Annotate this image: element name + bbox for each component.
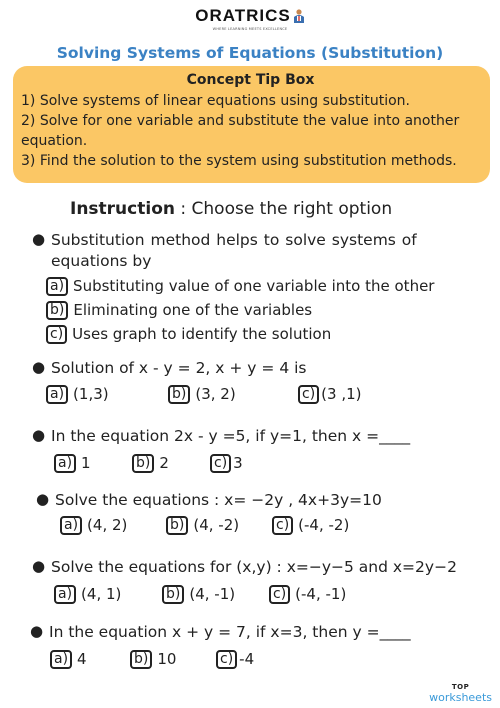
option-letter-box: a)	[60, 516, 82, 535]
option-text: (4, -2)	[193, 516, 240, 534]
question-4-text: Solve the equations : x= −2y , 4x+3y=10	[55, 491, 382, 509]
option-letter-box: a)	[46, 277, 68, 296]
option-text: (3, 2)	[195, 385, 236, 403]
option-letter-box: b)	[130, 650, 152, 669]
question-5-option-b[interactable]	[162, 582, 235, 606]
option-text: Eliminating one of the variables	[73, 301, 313, 319]
option-letter-box: b)	[132, 454, 154, 473]
question-6	[30, 622, 490, 673]
option-letter-box: b)	[46, 301, 68, 320]
option-letter-box: a)	[46, 385, 68, 404]
footer-worksheets-text: worksheets	[429, 691, 492, 704]
question-5-text: Solve the equations for (x,y) : x=−y−5 and x=2y−2	[51, 558, 457, 576]
option-text: Substituting value of one variable into the other	[73, 277, 435, 295]
option-letter-box: c)	[210, 454, 231, 473]
bullet-icon: ●	[30, 622, 44, 640]
option-text: 10	[157, 650, 177, 668]
bullet-icon: ●	[36, 490, 50, 508]
instruction	[70, 199, 392, 219]
question-1-text-line-1: Substitution method helps to solve systems of	[51, 231, 417, 249]
option-letter-box: a)	[54, 585, 76, 604]
option-text: (-4, -2)	[298, 516, 350, 534]
option-text: (4, 1)	[81, 585, 122, 603]
question-4-option-a[interactable]	[60, 513, 127, 537]
bullet-icon: ●	[32, 426, 46, 444]
question-3-option-b[interactable]	[132, 451, 169, 475]
option-letter-box: c)	[46, 325, 67, 344]
topworksheets-brand[interactable]	[429, 683, 492, 704]
question-2	[32, 358, 490, 408]
option-letter-box: c)	[216, 650, 237, 669]
question-2-option-b[interactable]	[168, 382, 236, 406]
option-letter-box: b)	[168, 385, 190, 404]
question-3	[32, 426, 490, 477]
tip-line-2: 2) Solve for one variable and substitute the value into another	[21, 113, 460, 129]
question-5-option-c[interactable]	[269, 582, 346, 606]
question-3-text: In the equation 2x - y =5, if y=1, then x =____	[51, 427, 411, 445]
question-2-option-a[interactable]	[46, 382, 109, 406]
option-letter-box: b)	[162, 585, 184, 604]
option-text: 2	[159, 454, 169, 472]
question-4	[36, 490, 490, 539]
question-2-option-c[interactable]	[298, 382, 362, 406]
question-1-option-a[interactable]	[46, 274, 490, 298]
instruction-label: Instruction	[70, 199, 175, 219]
option-letter-box: a)	[50, 650, 72, 669]
bullet-icon: ●	[32, 358, 46, 376]
oratrics-logo	[0, 6, 500, 31]
option-text: (3 ,1)	[321, 385, 362, 403]
question-1	[32, 230, 490, 346]
option-text: Uses graph to identify the solution	[72, 325, 332, 343]
question-2-text: Solution of x - y = 2, x + y = 4 is	[51, 359, 307, 377]
question-4-option-c[interactable]	[272, 513, 349, 537]
question-5	[32, 557, 490, 608]
bullet-icon: ●	[32, 230, 46, 248]
question-1-text-line-2: equations by	[51, 252, 152, 270]
concept-tip-box	[13, 66, 490, 183]
instruction-text: : Choose the right option	[174, 199, 393, 219]
question-3-option-c[interactable]	[210, 451, 243, 475]
bullet-icon: ●	[32, 557, 46, 575]
option-text: -4	[239, 650, 255, 668]
option-text: 1	[81, 454, 91, 472]
option-letter-box: b)	[166, 516, 188, 535]
option-text: 3	[233, 454, 243, 472]
option-text: (4, 2)	[87, 516, 128, 534]
tip-line-4: 3) Find the solution to the system using substitution methods.	[21, 153, 457, 169]
question-6-option-c[interactable]	[216, 647, 254, 671]
question-6-option-a[interactable]	[50, 647, 87, 671]
question-1-option-b[interactable]	[46, 298, 490, 322]
option-letter-box: c)	[298, 385, 319, 404]
question-3-option-a[interactable]	[54, 451, 91, 475]
option-text: (-4, -1)	[295, 585, 347, 603]
option-letter-box: a)	[54, 454, 76, 473]
question-6-text: In the equation x + y = 7, if x=3, then y =____	[49, 623, 411, 641]
question-5-option-a[interactable]	[54, 582, 121, 606]
question-1-option-c[interactable]	[46, 322, 490, 346]
option-letter-box: c)	[272, 516, 293, 535]
tip-line-1: 1) Solve systems of linear equations using substitution.	[21, 93, 410, 109]
option-letter-box: c)	[269, 585, 290, 604]
question-4-option-b[interactable]	[166, 513, 239, 537]
question-6-option-b[interactable]	[130, 647, 176, 671]
logo-text: ORATRICS	[195, 6, 291, 25]
teacher-icon	[293, 8, 305, 27]
footer-top-text: TOP	[451, 683, 470, 691]
tip-box-heading: Concept Tip Box	[186, 72, 315, 88]
tip-line-3: equation.	[21, 133, 88, 149]
worksheet-title: Solving Systems of Equations (Substitution)	[56, 44, 444, 62]
option-text: 4	[77, 650, 87, 668]
option-text: (1,3)	[73, 385, 109, 403]
option-text: (4, -1)	[189, 585, 236, 603]
logo-tagline: WHERE LEARNING MEETS EXCELLENCE	[212, 27, 288, 31]
